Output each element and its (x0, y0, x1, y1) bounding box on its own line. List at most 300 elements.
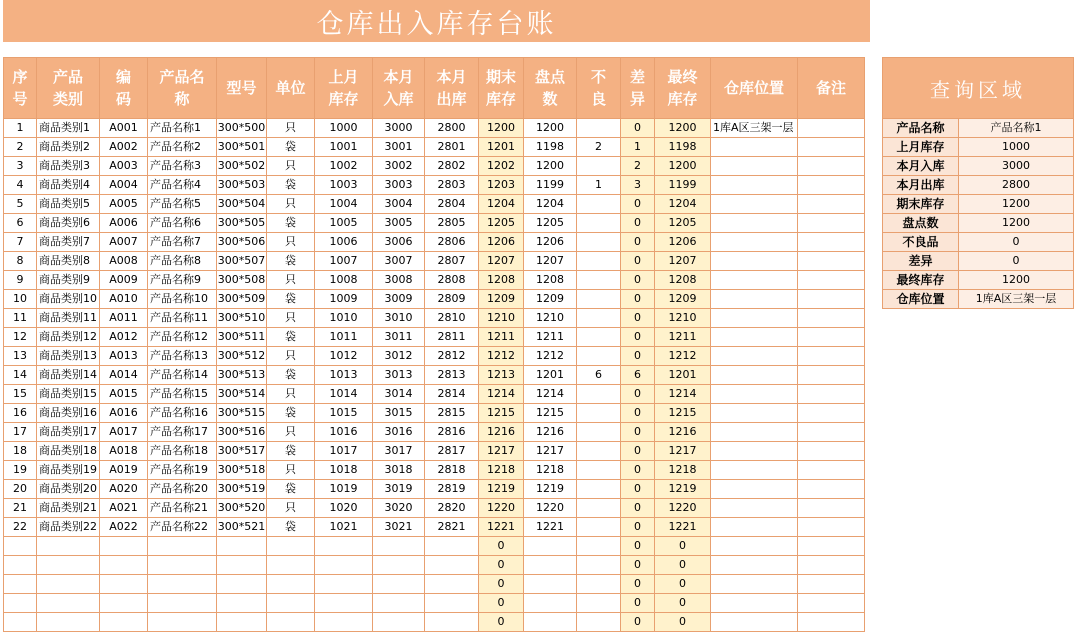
cell-code[interactable]: A002 (100, 138, 148, 157)
cell-remark[interactable] (798, 347, 865, 366)
cell-unit[interactable]: 袋 (267, 328, 315, 347)
cell-model[interactable]: 300*517 (217, 442, 267, 461)
cell-end-stock[interactable]: 1211 (479, 328, 524, 347)
cell-count[interactable]: 1221 (524, 518, 577, 537)
cell-final-stock[interactable]: 1219 (655, 480, 711, 499)
cell-defective[interactable] (577, 271, 621, 290)
cell-product-name[interactable]: 产品名称17 (148, 423, 217, 442)
cell-unit[interactable]: 只 (267, 499, 315, 518)
cell-model[interactable]: 300*518 (217, 461, 267, 480)
cell-last-month-stock[interactable]: 1012 (315, 347, 373, 366)
query-value[interactable]: 1200 (959, 271, 1074, 290)
cell-product-name[interactable] (148, 537, 217, 556)
cell-count[interactable]: 1214 (524, 385, 577, 404)
cell-product-name[interactable] (148, 594, 217, 613)
cell-count[interactable]: 1219 (524, 480, 577, 499)
cell-remark[interactable] (798, 366, 865, 385)
cell-difference[interactable]: 0 (621, 252, 655, 271)
cell-end-stock[interactable]: 1204 (479, 195, 524, 214)
cell-month-out[interactable]: 2801 (425, 138, 479, 157)
cell-difference[interactable]: 0 (621, 404, 655, 423)
cell-defective[interactable] (577, 613, 621, 632)
cell-category[interactable]: 商品类别5 (37, 195, 100, 214)
cell-product-name[interactable]: 产品名称11 (148, 309, 217, 328)
cell-location[interactable] (711, 537, 798, 556)
cell-count[interactable]: 1215 (524, 404, 577, 423)
cell-product-name[interactable]: 产品名称20 (148, 480, 217, 499)
cell-final-stock[interactable]: 0 (655, 594, 711, 613)
cell-unit[interactable]: 只 (267, 233, 315, 252)
cell-last-month-stock[interactable] (315, 556, 373, 575)
cell-location[interactable] (711, 271, 798, 290)
cell-code[interactable]: A018 (100, 442, 148, 461)
cell-model[interactable]: 300*513 (217, 366, 267, 385)
cell-unit[interactable] (267, 594, 315, 613)
cell-count[interactable]: 1201 (524, 366, 577, 385)
cell-code[interactable]: A008 (100, 252, 148, 271)
cell-month-out[interactable]: 2800 (425, 119, 479, 138)
cell-remark[interactable] (798, 119, 865, 138)
cell-final-stock[interactable]: 1200 (655, 119, 711, 138)
cell-difference[interactable]: 3 (621, 176, 655, 195)
cell-month-in[interactable]: 3005 (373, 214, 425, 233)
cell-end-stock[interactable]: 1221 (479, 518, 524, 537)
cell-difference[interactable]: 0 (621, 290, 655, 309)
cell-month-in[interactable]: 3021 (373, 518, 425, 537)
cell-count[interactable]: 1217 (524, 442, 577, 461)
cell-difference[interactable]: 0 (621, 328, 655, 347)
cell-end-stock[interactable]: 1216 (479, 423, 524, 442)
cell-final-stock[interactable]: 0 (655, 613, 711, 632)
cell-code[interactable]: A014 (100, 366, 148, 385)
cell-end-stock[interactable]: 1219 (479, 480, 524, 499)
cell-model[interactable]: 300*520 (217, 499, 267, 518)
cell-month-in[interactable] (373, 537, 425, 556)
cell-end-stock[interactable]: 1218 (479, 461, 524, 480)
cell-difference[interactable]: 0 (621, 309, 655, 328)
header-code[interactable] (100, 58, 148, 119)
cell-model[interactable]: 300*512 (217, 347, 267, 366)
cell-location[interactable] (711, 518, 798, 537)
cell-location[interactable] (711, 575, 798, 594)
cell-final-stock[interactable]: 1199 (655, 176, 711, 195)
cell-month-out[interactable]: 2807 (425, 252, 479, 271)
cell-difference[interactable]: 0 (621, 385, 655, 404)
cell-final-stock[interactable]: 1212 (655, 347, 711, 366)
header-month-out[interactable] (425, 58, 479, 119)
cell-seq[interactable]: 2 (4, 138, 37, 157)
cell-month-out[interactable]: 2809 (425, 290, 479, 309)
cell-end-stock[interactable]: 1217 (479, 442, 524, 461)
cell-count[interactable]: 1209 (524, 290, 577, 309)
cell-remark[interactable] (798, 461, 865, 480)
cell-defective[interactable] (577, 214, 621, 233)
cell-defective[interactable] (577, 252, 621, 271)
cell-difference[interactable]: 0 (621, 119, 655, 138)
cell-unit[interactable]: 袋 (267, 480, 315, 499)
cell-month-in[interactable]: 3020 (373, 499, 425, 518)
cell-difference[interactable]: 1 (621, 138, 655, 157)
cell-code[interactable] (100, 537, 148, 556)
cell-count[interactable]: 1200 (524, 119, 577, 138)
query-value[interactable]: 3000 (959, 157, 1074, 176)
cell-category[interactable]: 商品类别7 (37, 233, 100, 252)
header-product-name[interactable] (148, 58, 217, 119)
cell-category[interactable]: 商品类别17 (37, 423, 100, 442)
cell-remark[interactable] (798, 423, 865, 442)
cell-month-in[interactable]: 3015 (373, 404, 425, 423)
cell-code[interactable]: A017 (100, 423, 148, 442)
cell-location[interactable] (711, 176, 798, 195)
cell-code[interactable]: A015 (100, 385, 148, 404)
cell-location[interactable] (711, 138, 798, 157)
cell-month-out[interactable]: 2821 (425, 518, 479, 537)
cell-seq[interactable]: 19 (4, 461, 37, 480)
cell-end-stock[interactable]: 0 (479, 594, 524, 613)
cell-model[interactable]: 300*505 (217, 214, 267, 233)
cell-category[interactable] (37, 537, 100, 556)
cell-last-month-stock[interactable]: 1007 (315, 252, 373, 271)
cell-month-in[interactable]: 3006 (373, 233, 425, 252)
cell-unit[interactable]: 只 (267, 347, 315, 366)
cell-unit[interactable]: 只 (267, 195, 315, 214)
cell-seq[interactable]: 18 (4, 442, 37, 461)
cell-code[interactable]: A001 (100, 119, 148, 138)
cell-difference[interactable]: 0 (621, 347, 655, 366)
cell-difference[interactable]: 0 (621, 442, 655, 461)
cell-unit[interactable]: 只 (267, 157, 315, 176)
cell-last-month-stock[interactable]: 1020 (315, 499, 373, 518)
cell-model[interactable] (217, 575, 267, 594)
header-remark[interactable] (798, 58, 865, 119)
cell-category[interactable]: 商品类别16 (37, 404, 100, 423)
cell-month-out[interactable]: 2804 (425, 195, 479, 214)
query-value[interactable]: 1000 (959, 138, 1074, 157)
cell-count[interactable]: 1218 (524, 461, 577, 480)
cell-code[interactable]: A004 (100, 176, 148, 195)
cell-month-out[interactable] (425, 575, 479, 594)
cell-unit[interactable]: 只 (267, 309, 315, 328)
query-value[interactable]: 0 (959, 233, 1074, 252)
cell-seq[interactable] (4, 575, 37, 594)
cell-code[interactable]: A007 (100, 233, 148, 252)
cell-seq[interactable]: 1 (4, 119, 37, 138)
cell-month-out[interactable]: 2811 (425, 328, 479, 347)
cell-defective[interactable] (577, 518, 621, 537)
header-month-in[interactable] (373, 58, 425, 119)
cell-last-month-stock[interactable]: 1021 (315, 518, 373, 537)
cell-defective[interactable] (577, 404, 621, 423)
cell-unit[interactable]: 只 (267, 385, 315, 404)
cell-last-month-stock[interactable]: 1015 (315, 404, 373, 423)
cell-defective[interactable] (577, 499, 621, 518)
cell-difference[interactable]: 0 (621, 214, 655, 233)
cell-month-out[interactable]: 2820 (425, 499, 479, 518)
cell-model[interactable]: 300*503 (217, 176, 267, 195)
cell-month-in[interactable] (373, 594, 425, 613)
cell-difference[interactable]: 0 (621, 594, 655, 613)
cell-model[interactable]: 300*511 (217, 328, 267, 347)
cell-count[interactable]: 1210 (524, 309, 577, 328)
cell-month-out[interactable]: 2816 (425, 423, 479, 442)
cell-unit[interactable] (267, 575, 315, 594)
cell-category[interactable]: 商品类别1 (37, 119, 100, 138)
cell-end-stock[interactable]: 1207 (479, 252, 524, 271)
cell-model[interactable] (217, 556, 267, 575)
cell-count[interactable]: 1207 (524, 252, 577, 271)
cell-defective[interactable] (577, 537, 621, 556)
cell-final-stock[interactable]: 0 (655, 537, 711, 556)
cell-seq[interactable] (4, 537, 37, 556)
cell-product-name[interactable]: 产品名称3 (148, 157, 217, 176)
cell-seq[interactable] (4, 556, 37, 575)
cell-category[interactable]: 商品类别13 (37, 347, 100, 366)
cell-end-stock[interactable]: 1201 (479, 138, 524, 157)
cell-last-month-stock[interactable]: 1002 (315, 157, 373, 176)
cell-seq[interactable]: 13 (4, 347, 37, 366)
cell-seq[interactable]: 16 (4, 404, 37, 423)
header-model[interactable] (217, 58, 267, 119)
cell-month-in[interactable]: 3010 (373, 309, 425, 328)
cell-code[interactable]: A011 (100, 309, 148, 328)
query-value[interactable]: 2800 (959, 176, 1074, 195)
cell-end-stock[interactable]: 1215 (479, 404, 524, 423)
cell-remark[interactable] (798, 594, 865, 613)
cell-difference[interactable]: 0 (621, 461, 655, 480)
cell-month-in[interactable]: 3002 (373, 157, 425, 176)
cell-location[interactable] (711, 594, 798, 613)
cell-category[interactable]: 商品类别20 (37, 480, 100, 499)
cell-product-name[interactable]: 产品名称10 (148, 290, 217, 309)
cell-difference[interactable]: 0 (621, 480, 655, 499)
cell-location[interactable] (711, 309, 798, 328)
cell-category[interactable]: 商品类别21 (37, 499, 100, 518)
cell-model[interactable]: 300*501 (217, 138, 267, 157)
cell-location[interactable] (711, 480, 798, 499)
cell-difference[interactable]: 6 (621, 366, 655, 385)
header-end-stock[interactable] (479, 58, 524, 119)
cell-last-month-stock[interactable]: 1005 (315, 214, 373, 233)
cell-month-in[interactable]: 3008 (373, 271, 425, 290)
cell-unit[interactable]: 袋 (267, 252, 315, 271)
query-value[interactable]: 1200 (959, 214, 1074, 233)
cell-count[interactable] (524, 575, 577, 594)
cell-category[interactable] (37, 575, 100, 594)
cell-month-in[interactable]: 3013 (373, 366, 425, 385)
cell-end-stock[interactable]: 1206 (479, 233, 524, 252)
cell-final-stock[interactable]: 1208 (655, 271, 711, 290)
header-category[interactable] (37, 58, 100, 119)
cell-count[interactable] (524, 556, 577, 575)
cell-count[interactable]: 1208 (524, 271, 577, 290)
cell-defective[interactable]: 1 (577, 176, 621, 195)
cell-code[interactable]: A013 (100, 347, 148, 366)
cell-final-stock[interactable]: 1218 (655, 461, 711, 480)
cell-code[interactable]: A022 (100, 518, 148, 537)
cell-defective[interactable] (577, 195, 621, 214)
cell-last-month-stock[interactable]: 1017 (315, 442, 373, 461)
cell-count[interactable]: 1212 (524, 347, 577, 366)
cell-seq[interactable]: 20 (4, 480, 37, 499)
cell-unit[interactable]: 袋 (267, 214, 315, 233)
cell-last-month-stock[interactable]: 1000 (315, 119, 373, 138)
cell-location[interactable] (711, 233, 798, 252)
cell-defective[interactable]: 6 (577, 366, 621, 385)
cell-month-out[interactable]: 2813 (425, 366, 479, 385)
cell-product-name[interactable]: 产品名称14 (148, 366, 217, 385)
cell-location[interactable] (711, 404, 798, 423)
cell-location[interactable] (711, 423, 798, 442)
cell-last-month-stock[interactable]: 1014 (315, 385, 373, 404)
cell-product-name[interactable]: 产品名称7 (148, 233, 217, 252)
cell-product-name[interactable]: 产品名称21 (148, 499, 217, 518)
cell-remark[interactable] (798, 195, 865, 214)
cell-last-month-stock[interactable]: 1003 (315, 176, 373, 195)
cell-product-name[interactable] (148, 575, 217, 594)
cell-month-in[interactable]: 3003 (373, 176, 425, 195)
cell-month-out[interactable]: 2812 (425, 347, 479, 366)
cell-model[interactable]: 300*508 (217, 271, 267, 290)
cell-remark[interactable] (798, 404, 865, 423)
cell-last-month-stock[interactable]: 1011 (315, 328, 373, 347)
cell-month-in[interactable]: 3016 (373, 423, 425, 442)
cell-product-name[interactable]: 产品名称9 (148, 271, 217, 290)
cell-defective[interactable] (577, 119, 621, 138)
cell-final-stock[interactable]: 1217 (655, 442, 711, 461)
cell-difference[interactable]: 2 (621, 157, 655, 176)
cell-code[interactable] (100, 556, 148, 575)
header-last-month-stock[interactable] (315, 58, 373, 119)
cell-month-out[interactable]: 2815 (425, 404, 479, 423)
cell-defective[interactable]: 2 (577, 138, 621, 157)
cell-seq[interactable]: 8 (4, 252, 37, 271)
cell-end-stock[interactable]: 1210 (479, 309, 524, 328)
cell-final-stock[interactable]: 1214 (655, 385, 711, 404)
cell-end-stock[interactable]: 1220 (479, 499, 524, 518)
query-value[interactable]: 产品名称1 (959, 119, 1074, 138)
cell-last-month-stock[interactable] (315, 613, 373, 632)
cell-defective[interactable] (577, 442, 621, 461)
cell-month-out[interactable]: 2814 (425, 385, 479, 404)
cell-last-month-stock[interactable] (315, 575, 373, 594)
cell-model[interactable]: 300*507 (217, 252, 267, 271)
cell-code[interactable]: A016 (100, 404, 148, 423)
cell-final-stock[interactable]: 1204 (655, 195, 711, 214)
cell-location[interactable] (711, 613, 798, 632)
cell-unit[interactable]: 只 (267, 461, 315, 480)
cell-category[interactable] (37, 556, 100, 575)
cell-difference[interactable]: 0 (621, 233, 655, 252)
cell-defective[interactable] (577, 290, 621, 309)
cell-remark[interactable] (798, 613, 865, 632)
cell-product-name[interactable]: 产品名称16 (148, 404, 217, 423)
cell-product-name[interactable]: 产品名称4 (148, 176, 217, 195)
cell-category[interactable]: 商品类别18 (37, 442, 100, 461)
cell-remark[interactable] (798, 252, 865, 271)
cell-code[interactable]: A012 (100, 328, 148, 347)
cell-location[interactable] (711, 195, 798, 214)
cell-final-stock[interactable]: 1206 (655, 233, 711, 252)
cell-last-month-stock[interactable]: 1006 (315, 233, 373, 252)
cell-month-in[interactable]: 3000 (373, 119, 425, 138)
cell-model[interactable]: 300*521 (217, 518, 267, 537)
cell-end-stock[interactable]: 0 (479, 556, 524, 575)
cell-unit[interactable]: 只 (267, 119, 315, 138)
cell-end-stock[interactable]: 0 (479, 613, 524, 632)
cell-category[interactable] (37, 613, 100, 632)
cell-model[interactable] (217, 537, 267, 556)
cell-remark[interactable] (798, 556, 865, 575)
cell-remark[interactable] (798, 176, 865, 195)
cell-month-out[interactable]: 2810 (425, 309, 479, 328)
cell-remark[interactable] (798, 290, 865, 309)
cell-seq[interactable]: 21 (4, 499, 37, 518)
cell-month-in[interactable] (373, 613, 425, 632)
cell-end-stock[interactable]: 0 (479, 575, 524, 594)
cell-code[interactable]: A019 (100, 461, 148, 480)
cell-end-stock[interactable]: 0 (479, 537, 524, 556)
cell-defective[interactable] (577, 480, 621, 499)
cell-final-stock[interactable]: 1215 (655, 404, 711, 423)
cell-seq[interactable]: 9 (4, 271, 37, 290)
cell-count[interactable]: 1211 (524, 328, 577, 347)
cell-category[interactable]: 商品类别14 (37, 366, 100, 385)
cell-difference[interactable]: 0 (621, 537, 655, 556)
cell-end-stock[interactable]: 1200 (479, 119, 524, 138)
cell-last-month-stock[interactable] (315, 594, 373, 613)
cell-count[interactable]: 1204 (524, 195, 577, 214)
cell-defective[interactable] (577, 594, 621, 613)
cell-last-month-stock[interactable]: 1016 (315, 423, 373, 442)
cell-final-stock[interactable]: 1209 (655, 290, 711, 309)
cell-difference[interactable]: 0 (621, 195, 655, 214)
cell-unit[interactable]: 袋 (267, 366, 315, 385)
cell-count[interactable]: 1205 (524, 214, 577, 233)
cell-end-stock[interactable]: 1213 (479, 366, 524, 385)
cell-model[interactable]: 300*510 (217, 309, 267, 328)
cell-seq[interactable]: 5 (4, 195, 37, 214)
cell-difference[interactable]: 0 (621, 556, 655, 575)
cell-remark[interactable] (798, 480, 865, 499)
cell-month-in[interactable]: 3012 (373, 347, 425, 366)
cell-remark[interactable] (798, 328, 865, 347)
cell-difference[interactable]: 0 (621, 575, 655, 594)
cell-difference[interactable]: 0 (621, 271, 655, 290)
cell-defective[interactable] (577, 575, 621, 594)
query-value[interactable]: 1200 (959, 195, 1074, 214)
cell-month-in[interactable]: 3004 (373, 195, 425, 214)
cell-location[interactable] (711, 328, 798, 347)
cell-count[interactable] (524, 594, 577, 613)
cell-month-out[interactable]: 2806 (425, 233, 479, 252)
header-defective[interactable] (577, 58, 621, 119)
cell-unit[interactable]: 只 (267, 271, 315, 290)
cell-remark[interactable] (798, 271, 865, 290)
header-difference[interactable] (621, 58, 655, 119)
cell-count[interactable]: 1220 (524, 499, 577, 518)
cell-month-in[interactable] (373, 575, 425, 594)
cell-location[interactable] (711, 290, 798, 309)
cell-product-name[interactable]: 产品名称18 (148, 442, 217, 461)
cell-model[interactable]: 300*500 (217, 119, 267, 138)
cell-last-month-stock[interactable]: 1004 (315, 195, 373, 214)
query-value[interactable]: 0 (959, 252, 1074, 271)
cell-unit[interactable] (267, 556, 315, 575)
cell-final-stock[interactable]: 1198 (655, 138, 711, 157)
cell-code[interactable]: A006 (100, 214, 148, 233)
cell-unit[interactable] (267, 537, 315, 556)
header-unit[interactable] (267, 58, 315, 119)
